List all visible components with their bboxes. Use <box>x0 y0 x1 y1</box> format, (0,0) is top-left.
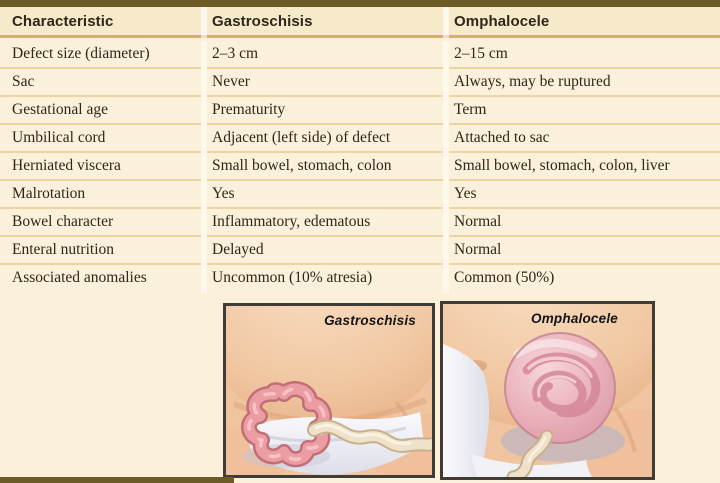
figure-gastroschisis-label: Gastroschisis <box>324 313 416 328</box>
header-gastroschisis: Gastroschisis <box>207 7 443 38</box>
cell-gastroschisis: 2–3 cm <box>207 41 443 69</box>
cell-characteristic: Bowel character <box>0 209 201 237</box>
cell-gastroschisis: Never <box>207 69 443 97</box>
figure-omphalocele <box>440 301 655 480</box>
header-characteristic: Characteristic <box>0 7 201 38</box>
cell-characteristic: Enteral nutrition <box>0 237 201 265</box>
table-header-row <box>0 7 720 38</box>
table-row <box>0 97 720 125</box>
cell-gastroschisis: Delayed <box>207 237 443 265</box>
table-row <box>0 237 720 265</box>
cell-gastroschisis: Prematurity <box>207 97 443 125</box>
cell-omphalocele: Normal <box>449 209 720 237</box>
cell-omphalocele: Attached to sac <box>449 125 720 153</box>
gastroschisis-illustration <box>226 306 432 475</box>
table-bottom-bar <box>0 477 234 483</box>
table-row <box>0 69 720 97</box>
table-row <box>0 153 720 181</box>
cell-characteristic: Gestational age <box>0 97 201 125</box>
cell-characteristic: Herniated viscera <box>0 153 201 181</box>
cell-omphalocele: Normal <box>449 237 720 265</box>
cell-characteristic: Malrotation <box>0 181 201 209</box>
cell-gastroschisis: Uncommon (10% atresia) <box>212 269 373 286</box>
table-row <box>0 181 720 209</box>
cell-characteristic: Defect size (diameter) <box>0 41 201 69</box>
cell-gastroschisis: Yes <box>207 181 443 209</box>
figure-gastroschisis <box>223 303 435 478</box>
header-omphalocele: Omphalocele <box>449 7 720 38</box>
cell-omphalocele: Term <box>449 97 720 125</box>
table-row <box>0 41 720 69</box>
table-body <box>0 41 720 293</box>
cell-gastroschisis: Inflammatory, edematous <box>207 209 443 237</box>
table-top-bar <box>0 0 720 7</box>
cell-omphalocele: Always, may be ruptured <box>449 69 720 97</box>
cell-gastroschisis: Small bowel, stomach, colon <box>207 153 443 181</box>
cell-omphalocele: Small bowel, stomach, colon, liver <box>449 153 720 181</box>
cell-omphalocele: Common (50%) <box>454 269 555 286</box>
figure-omphalocele-label: Omphalocele <box>531 311 618 326</box>
cell-omphalocele: 2–15 cm <box>449 41 720 69</box>
cell-characteristic: Sac <box>0 69 201 97</box>
table-row <box>0 209 720 237</box>
cell-characteristic: Umbilical cord <box>0 125 201 153</box>
cell-omphalocele: Yes <box>449 181 720 209</box>
omphalocele-illustration <box>443 304 652 477</box>
table-row <box>0 125 720 153</box>
cell-gastroschisis: Adjacent (left side) of defect <box>207 125 443 153</box>
table-row <box>0 265 720 293</box>
cell-characteristic: Associated anomalies <box>12 269 147 286</box>
